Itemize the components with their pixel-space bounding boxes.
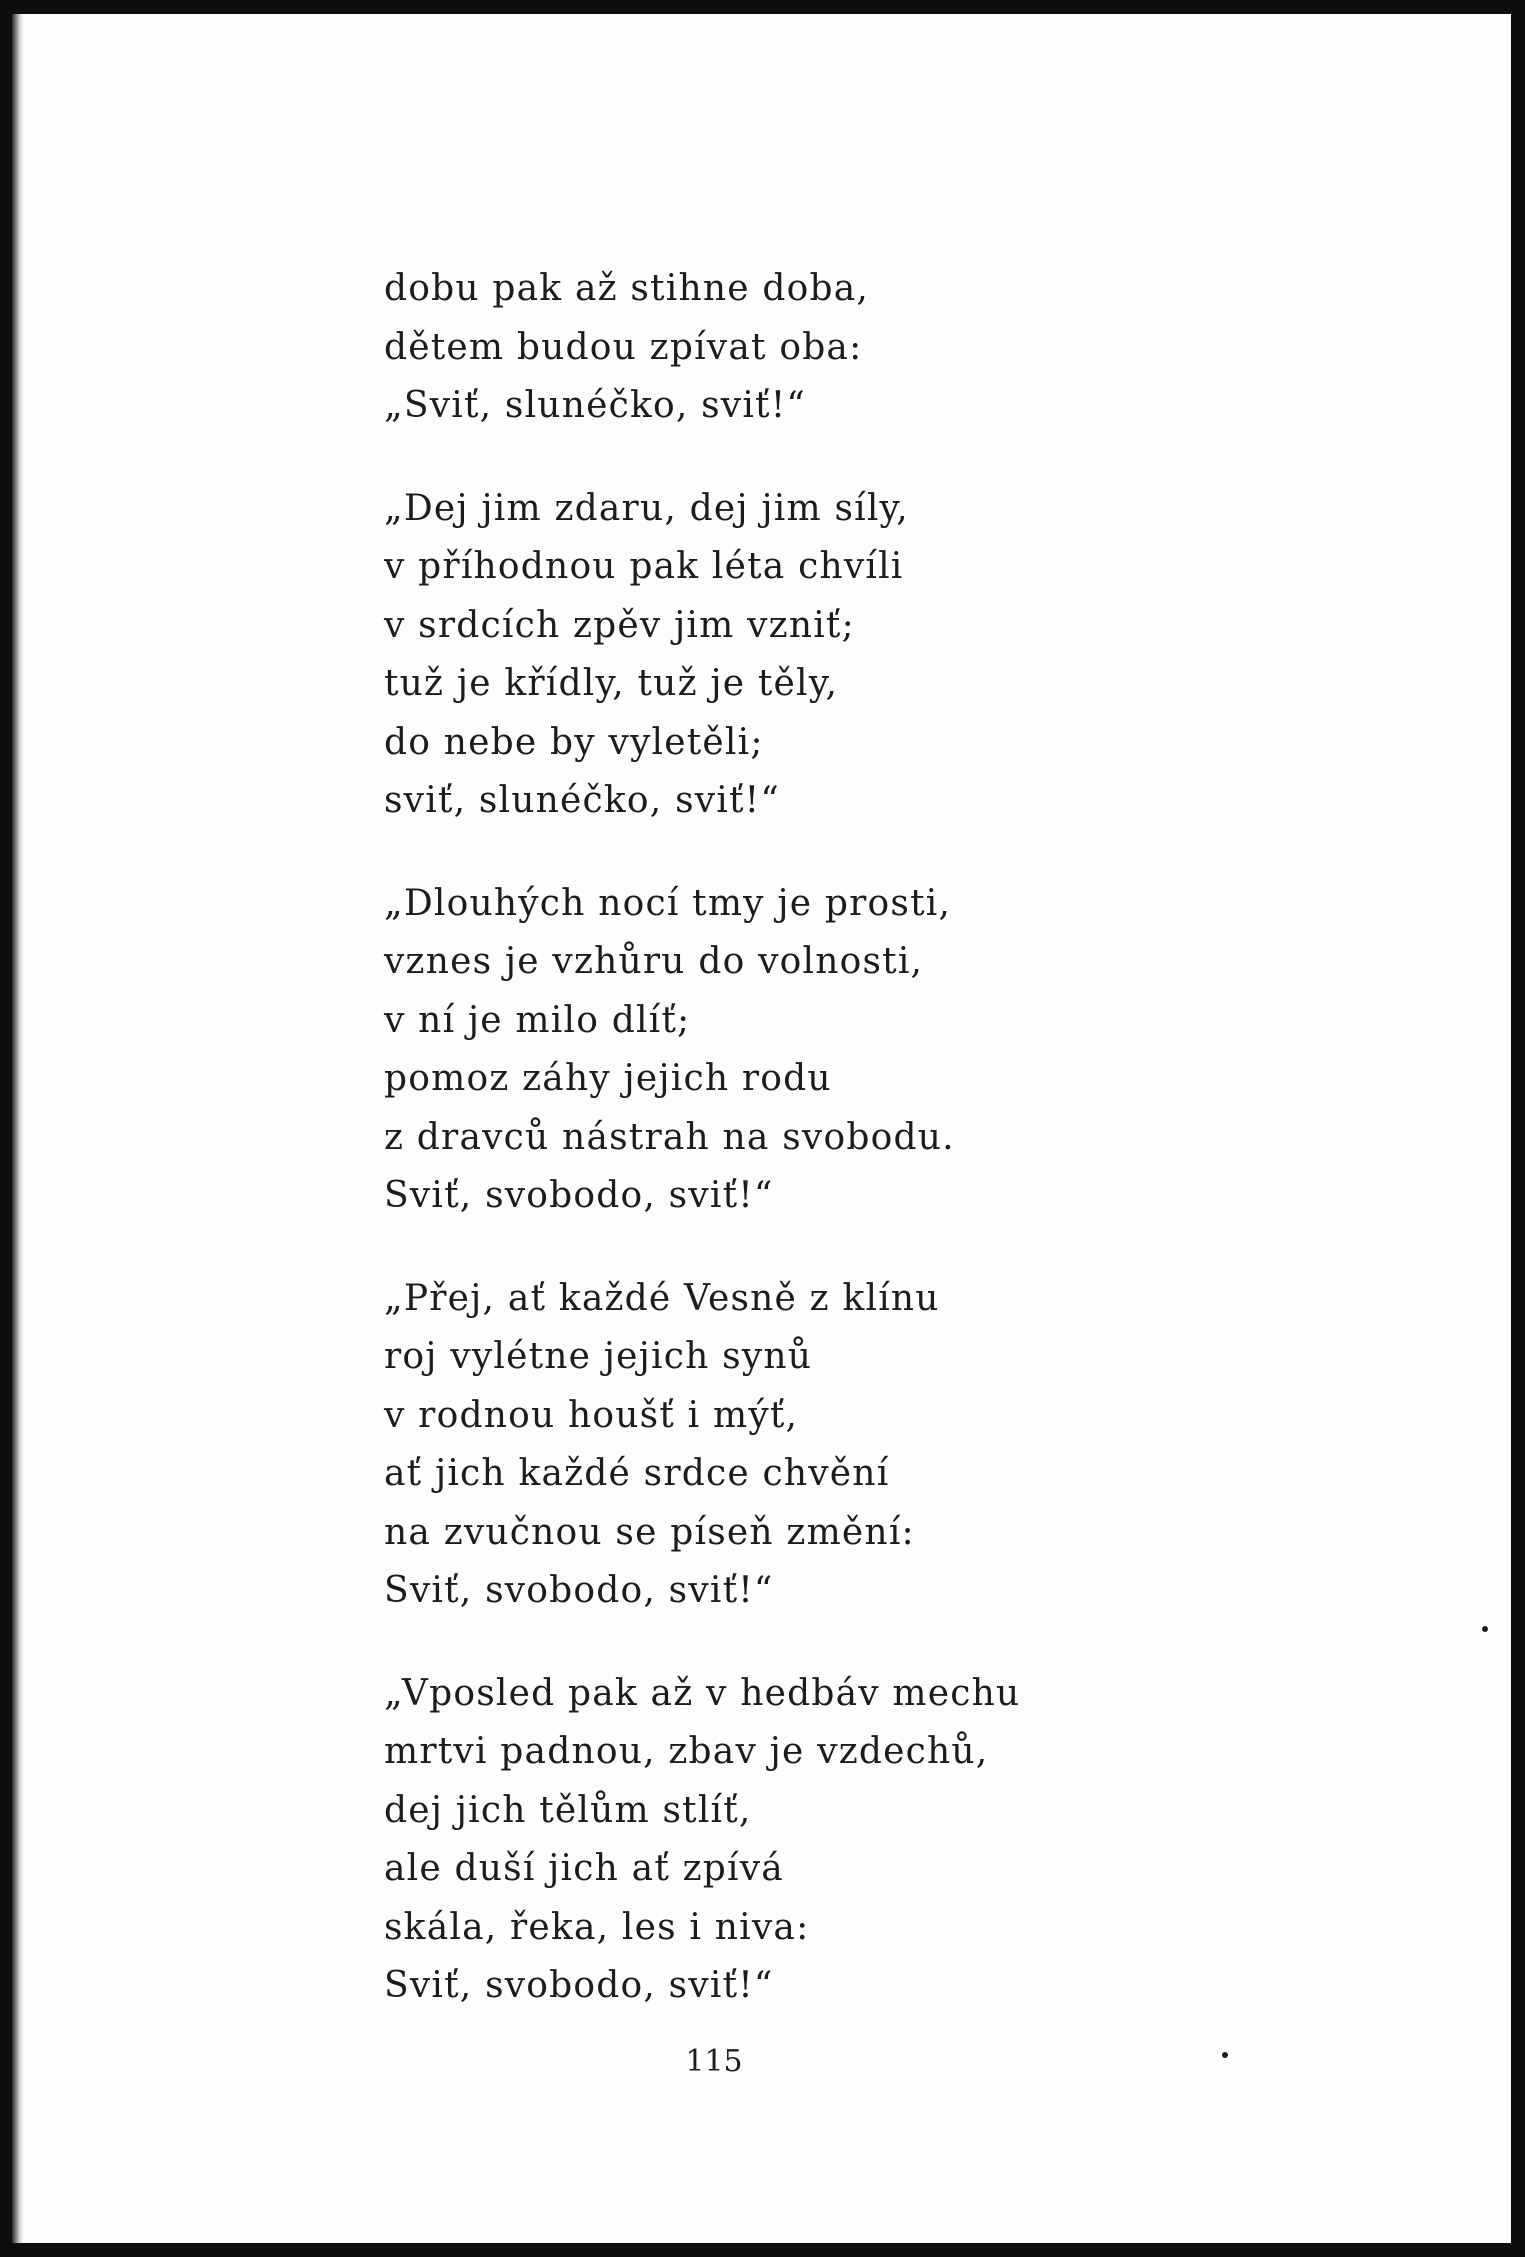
poem-line: tuž je křídly, tuž je těly,	[384, 663, 839, 704]
poem-line: v srdcích zpěv jim vzniť;	[384, 604, 855, 646]
poem-line: na zvučnou se píseň změní:	[384, 1511, 915, 1553]
poem-line: sviť, slunéčko, sviť!“	[384, 780, 780, 821]
poem-line: z dravců nástrah na svobodu.	[384, 1116, 955, 1158]
poem-line: Sviť, svobodo, sviť!“	[384, 1175, 774, 1216]
poem-line: „Dlouhých nocí tmy je prosti,	[384, 882, 952, 924]
poem-line: vznes je vzhůru do volnosti,	[384, 941, 924, 982]
page-number: 115	[685, 2044, 743, 2079]
poem-line: „Sviť, slunéčko, sviť!“	[384, 385, 806, 426]
poem-line: ať jich každé srdce chvění	[384, 1453, 890, 1494]
poem-line: dej jich tělům stlíť,	[384, 1789, 752, 1831]
book-page	[12, 14, 1511, 2243]
poem-line: roj vylétne jejich synů	[384, 1336, 813, 1377]
poem-line: „Vposled pak až v hedbáv mechu	[384, 1672, 1021, 1714]
poem-line: v ní je milo dlíť;	[384, 999, 691, 1041]
poem-line: v rodnou houšť i mýť,	[384, 1394, 799, 1436]
poem-line: dětem budou zpívat oba:	[384, 326, 863, 368]
poem-line: Sviť, svobodo, sviť!“	[384, 1570, 774, 1611]
poem-line: ale duší jich ať zpívá	[384, 1848, 784, 1889]
poem-line: „Přej, ať každé Vesně z klínu	[384, 1277, 940, 1319]
poem-line: Sviť, svobodo, sviť!“	[384, 1965, 774, 2006]
poem-line: mrtvi padnou, zbav je vzdechů,	[384, 1731, 989, 1772]
stanza-5	[384, 1665, 1284, 2016]
poem-text	[384, 260, 1284, 2060]
poem-line: pomoz záhy jejich rodu	[384, 1058, 832, 1099]
ink-speck	[1222, 2052, 1228, 2058]
page-edge-shadow	[12, 14, 24, 2243]
stanza-4	[384, 1270, 1284, 1621]
poem-line: dobu pak až stihne doba,	[384, 268, 870, 309]
stanza-3	[384, 875, 1284, 1226]
ink-speck	[1482, 1626, 1488, 1632]
poem-line: do nebe by vyletěli;	[384, 721, 764, 763]
stanza-2	[384, 480, 1284, 831]
poem-line: skála, řeka, les i niva:	[384, 1906, 810, 1948]
poem-line: „Dej jim zdaru, dej jim síly,	[384, 487, 909, 529]
poem-line: v příhodnou pak léta chvíli	[384, 546, 904, 587]
stanza-1	[384, 260, 1284, 436]
